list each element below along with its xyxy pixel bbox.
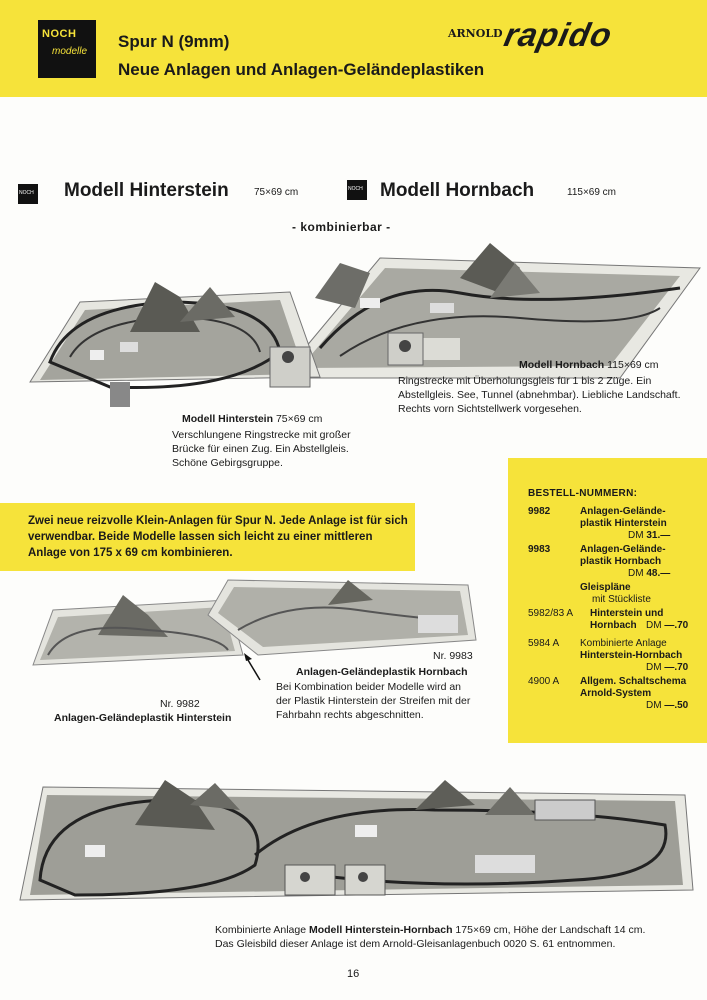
order-item-number: 9983 [528,544,551,555]
model-hornbach-size: 115×69 cm [567,187,617,198]
caption-hornbach-size: 115×69 cm [607,359,659,371]
price-currency: DM [646,700,662,711]
order-item-desc-line1: Anlagen-Gelände- [580,506,666,517]
caption-combined [215,923,675,951]
price-currency: DM [646,620,662,631]
order-item-number: 5982/83 A [528,608,574,619]
caption-hinterstein-text: Verschlungene Ringstrecke mit großer Brücke für einen Zug. Ein Abstellgleis. Schöne Gebirgsgruppe. [172,429,351,469]
model-hinterstein-size: 75×69 cm [254,187,299,198]
order-item-price [646,620,688,631]
caption-hornbach-heading [519,358,659,372]
caption-combined-line2: Das Gleisbild dieser Anlage ist dem Arnold-Gleisanlagenbuch 0020 S. 61 entnommen. [215,938,616,950]
caption-hornbach-text: Ringstrecke mit Überholungsgleis für 1 bis 2 Züge. Ein Abstellgleis. See, Tunnel (abnehmbar). Liebliche Landschaft. Rechts vorn Sichtstellwerk vorgesehen. [398,375,681,415]
order-item-number: 4900 A [528,676,560,687]
price-value: —.70 [664,662,689,673]
intro-banner [0,503,415,571]
order-item-desc-line2: Arnold-System [580,688,652,699]
price-value: —.70 [664,620,689,631]
brand-rapido: rapido [501,16,616,53]
price-currency: DM [646,662,662,673]
noch-mini-logo: NOCH [18,184,38,204]
caption-combined-post: 175×69 cm, Höhe der Landschaft 14 cm. [455,924,646,936]
order-item-price [628,568,670,579]
header-title-line1: Spur N (9mm) [118,32,230,51]
order-item-desc-line2: plastik Hornbach [580,556,662,567]
caption-9983-number: Nr. 9983 [433,650,473,662]
order-item-desc [580,582,651,606]
page-number: 16 [347,968,360,980]
order-item-desc-line1: Kombinierte Anlage [580,638,667,649]
order-item-desc-line1: Gleispläne [580,582,631,593]
caption-9982-title: Anlagen-Geländeplastik Hinterstein [54,712,232,724]
order-item-price [646,662,688,673]
caption-9983-title: Anlagen-Geländeplastik Hornbach [296,666,468,678]
caption-hinterstein-title: Modell Hinterstein [182,413,274,425]
caption-hinterstein-size: 75×69 cm [275,413,323,425]
price-value: —.50 [664,700,689,711]
price-currency: DM [628,530,644,541]
order-heading: BESTELL-NUMMERN: [528,488,638,499]
order-item-number: 9982 [528,506,551,517]
caption-hornbach-title: Modell Hornbach [519,359,605,371]
brand-arnold: ARNOLD [448,27,503,40]
order-numbers-box [508,458,707,743]
order-item-desc-line2: mit Stückliste [592,594,651,605]
noch-logo [38,20,96,78]
order-item-desc-line1: Anlagen-Gelände- [580,544,666,555]
header-band [0,0,707,97]
photo-combined-layout [15,765,695,920]
logo-bottom-text: modelle [52,46,88,57]
order-item-desc-line1: Allgem. Schaltschema [580,676,687,687]
noch-mini-logo: NOCH [347,180,367,200]
order-item-number: 5984 A [528,638,560,649]
order-item-desc [580,676,686,700]
order-item-price [628,530,670,541]
logo-top-text: NOCH [42,28,77,40]
order-item-price [646,700,688,711]
header-title-line2: Neue Anlagen und Anlagen-Geländeplastiken [118,60,485,79]
price-value: 48.— [646,568,671,579]
price-value: 31.— [646,530,671,541]
order-item-desc-line2: Hinterstein-Hornbach [580,650,683,661]
photo-hinterstein [30,262,330,412]
caption-combined-pre: Kombinierte Anlage [215,924,307,936]
order-item-desc [580,544,666,568]
model-hinterstein-title: Modell Hinterstein [64,180,229,201]
kombinierbar-label: - kombinierbar - [292,220,391,234]
order-item-desc-line2: Hornbach [590,620,637,631]
order-item-desc-line2: plastik Hinterstein [580,518,667,529]
order-item-desc [580,506,667,530]
intro-banner-text: Zwei neue reizvolle Klein-Anlagen für Spur N. Jede Anlage ist für sich verwendbar. Beide Modelle lassen sich leicht zu einer mittleren Anlage von 175 x 69 cm kombinieren. [28,515,408,559]
model-hornbach-title: Modell Hornbach [380,180,535,201]
caption-combined-bold: Modell Hinterstein-Hornbach [308,924,453,936]
order-item-desc [580,638,682,662]
price-currency: DM [628,568,644,579]
caption-9983-text: Bei Kombination beider Modelle wird an der Plastik Hinterstein der Streifen mit der Fahrbahn rechts abgeschnitten. [276,681,471,721]
caption-9982-number: Nr. 9982 [160,698,200,710]
order-item-desc-line1: Hinterstein und [590,608,664,619]
caption-hinterstein-heading [182,412,322,426]
